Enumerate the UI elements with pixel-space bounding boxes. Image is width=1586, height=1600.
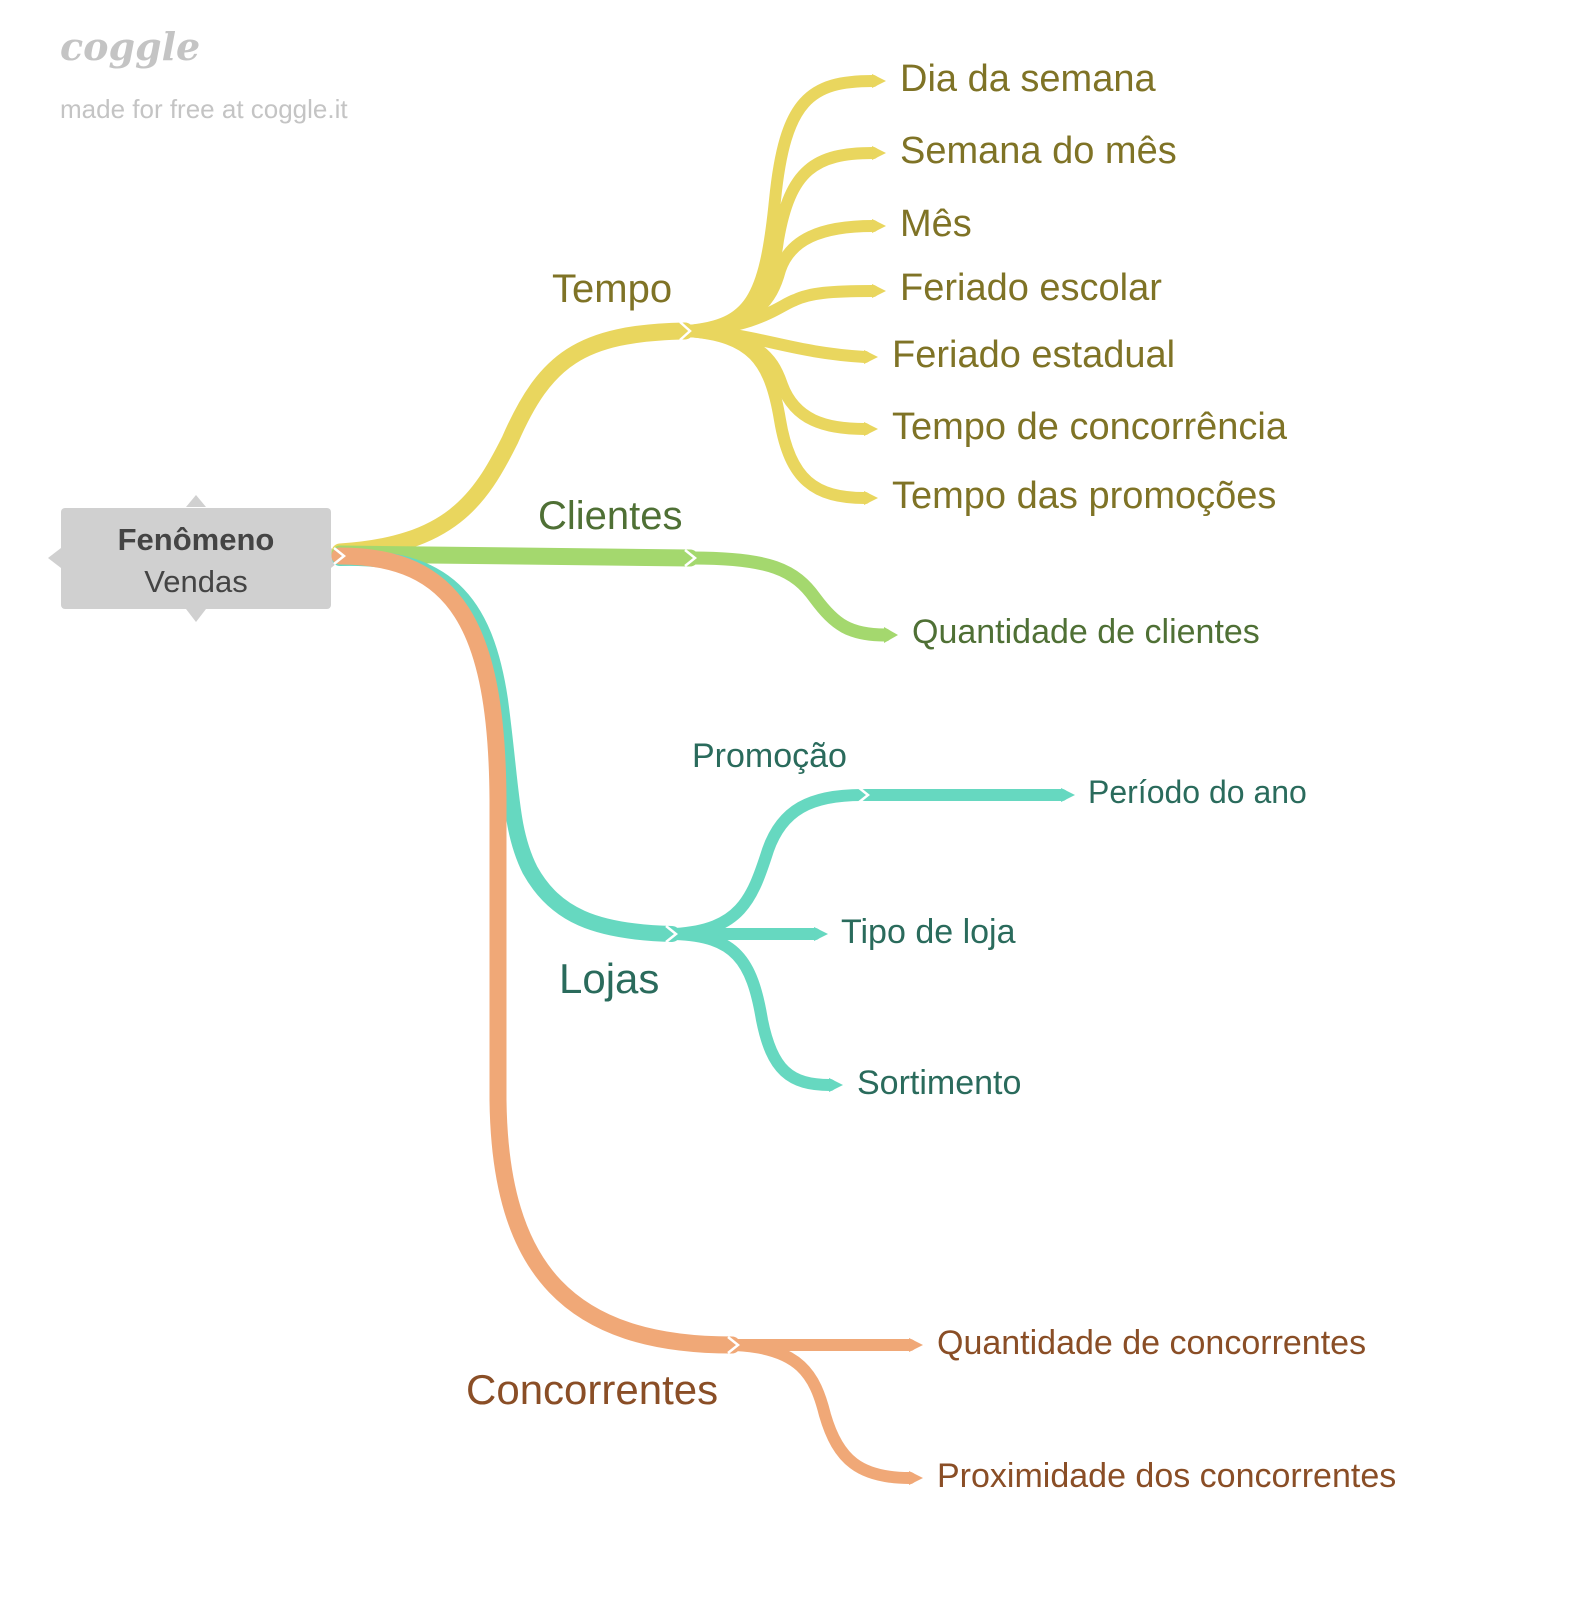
connector-lojas-sortimento (675, 934, 830, 1085)
clientes-arrowhead (884, 627, 898, 643)
root-top-point (186, 495, 206, 507)
node-quantidade-de-clientes[interactable]: Quantidade de clientes (912, 613, 1260, 651)
node-tempo[interactable]: Tempo (552, 267, 673, 311)
node-sortimento[interactable]: Sortimento (857, 1064, 1022, 1102)
root-title: Fenômeno (117, 522, 275, 557)
node-clientes[interactable]: Clientes (538, 494, 683, 538)
node-concorrentes[interactable]: Concorrentes (466, 1366, 719, 1413)
node-tempo-de-concorrencia[interactable]: Tempo de concorrência (892, 406, 1287, 448)
connector-lojas-promocao (675, 795, 862, 934)
node-periodo-do-ano[interactable]: Período do ano (1088, 774, 1307, 810)
node-tipo-de-loja[interactable]: Tipo de loja (841, 913, 1016, 951)
node-lojas[interactable]: Lojas (559, 955, 660, 1002)
watermark-caption: made for free at coggle.it (60, 94, 348, 124)
node-mes[interactable]: Mês (900, 203, 972, 245)
node-quantidade-de-concorrentes[interactable]: Quantidade de concorrentes (937, 1324, 1367, 1362)
coggle-logo: coggle (60, 24, 201, 69)
concorrentes-connectors (340, 556, 910, 1478)
connector-clientes-quantidade (693, 558, 885, 635)
node-promocao[interactable]: Promoção (692, 737, 847, 775)
root-left-point (48, 548, 61, 568)
node-proximidade-dos-concorrentes[interactable]: Proximidade dos concorrentes (937, 1457, 1397, 1495)
node-feriado-estadual[interactable]: Feriado estadual (892, 334, 1176, 376)
root-bottom-point (186, 609, 206, 622)
connector-concorrentes-proximidade (735, 1345, 910, 1478)
junction-markers (334, 322, 868, 1353)
node-feriado-escolar[interactable]: Feriado escolar (900, 267, 1162, 309)
node-dia-da-semana[interactable]: Dia da semana (900, 58, 1156, 100)
root-node[interactable] (61, 508, 331, 609)
tempo-connectors (340, 81, 873, 552)
node-tempo-das-promocoes[interactable]: Tempo das promoções (892, 475, 1277, 517)
connector-tempo-feriado-escolar (688, 291, 873, 331)
concorrentes-arrowheads (909, 1338, 923, 1485)
connector-root-concorrentes (340, 556, 732, 1345)
root-subtitle: Vendas (144, 564, 248, 599)
node-semana-do-mes[interactable]: Semana do mês (900, 130, 1177, 172)
